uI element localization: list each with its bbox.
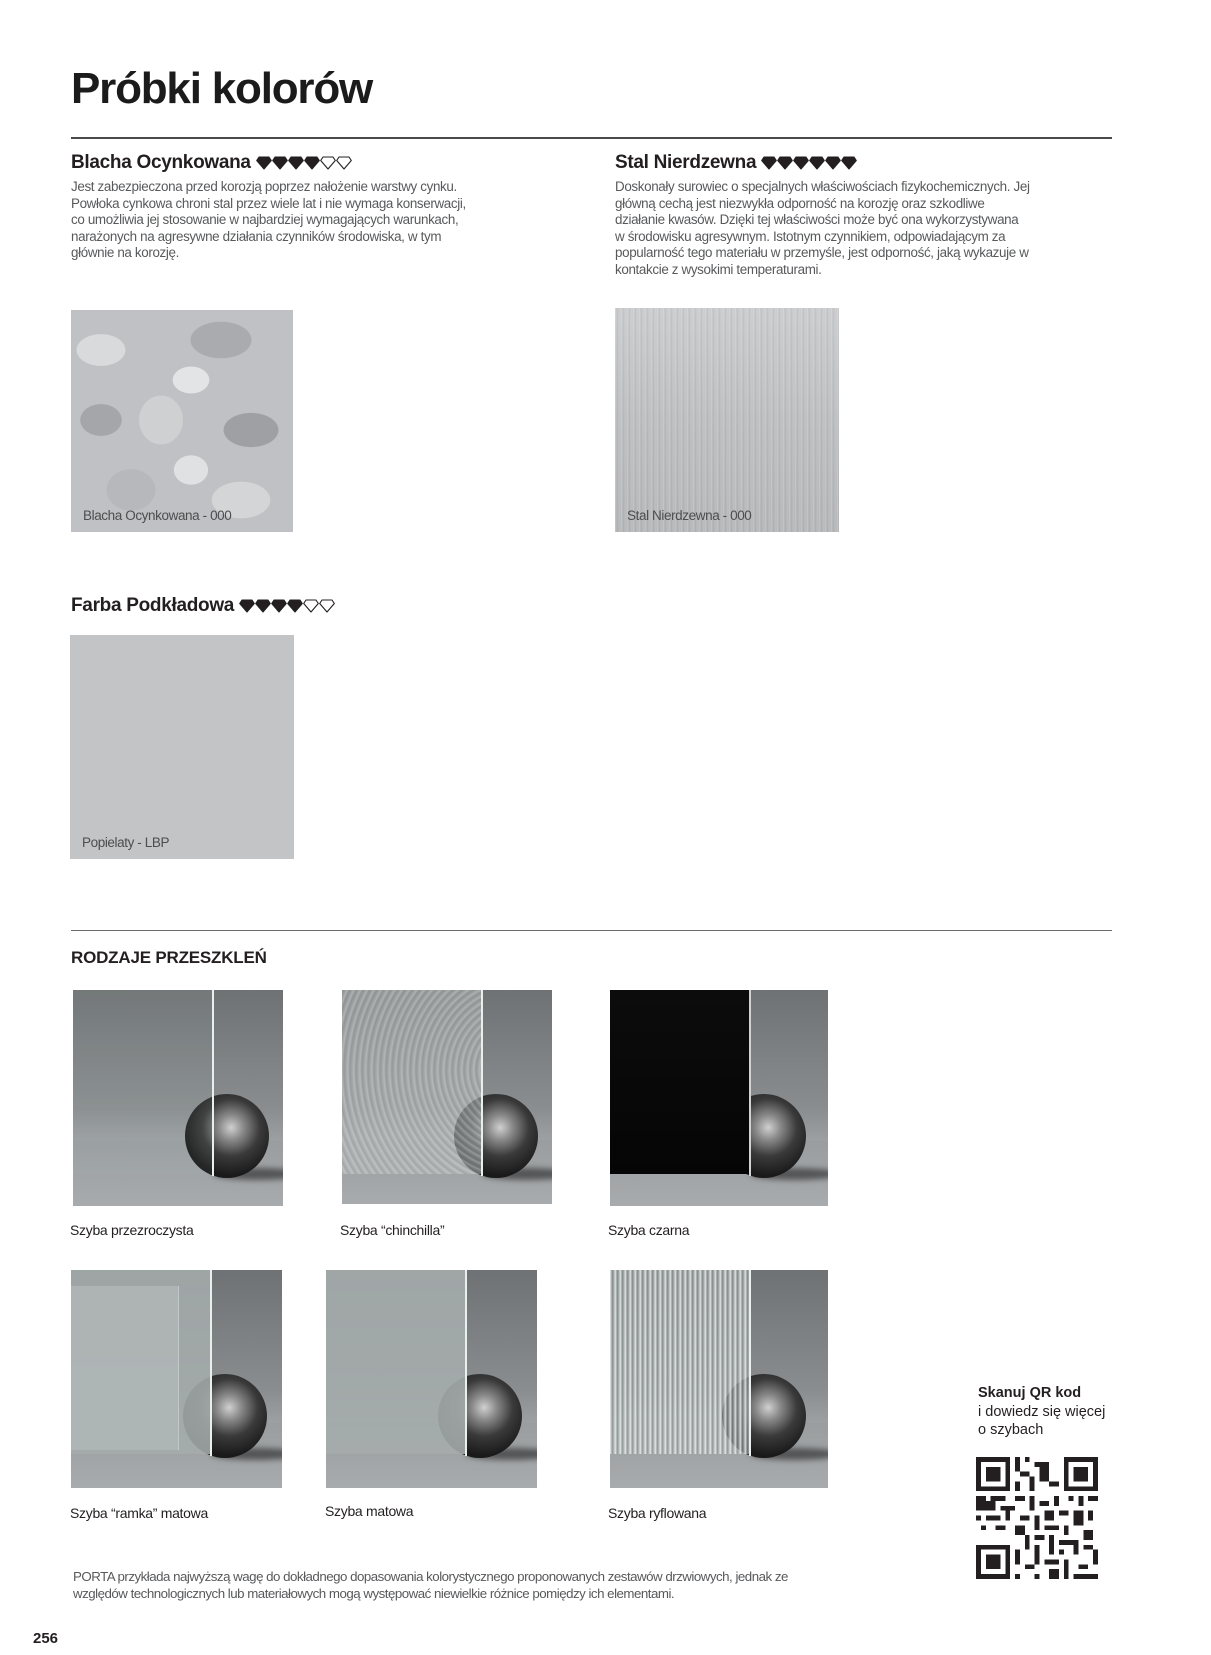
swatch-label: Blacha Ocynkowana - 000 [83, 508, 232, 523]
qr-heading: Skanuj QR kod [978, 1385, 1082, 1401]
glass-caption: Szyba matowa [325, 1503, 414, 1519]
material-description: Doskonały surowiec o specjalnych właściwościach fizykochemicznych. Jej główną cechą jest niezwykła odporność na korozję oraz szkodliwe działanie kwasów. Dzięki tej właściwości może być ona wykorzystywana w środowisku agresywnym. Istotnym czynnikiem, odpowiadającym za popularność tego materiału w przemyśle, jest odporność, jaką wykazuje w kontakcie z wysokimi temperaturami. [615, 179, 1030, 277]
color-disclaimer: PORTA przykłada najwyższą wagę do dokładnego dopasowania kolorystycznego proponowanych zestawów drzwiowych, jednak ze względów technologicznych lub materiałowych mogą występować niewielkie różnice pomiędzy ich elementami. [73, 1569, 788, 1601]
durability-rating [256, 156, 352, 170]
glass-caption: Szyba ryflowana [608, 1505, 707, 1521]
swatch-galvanized [71, 310, 293, 532]
material-stainless-steel [615, 152, 1030, 279]
diamond-filled-icon [761, 156, 777, 170]
diamond-filled-icon [239, 599, 255, 613]
diamond-filled-icon [287, 599, 303, 613]
qr-text [978, 1403, 1105, 1439]
swatch-label: Popielaty - LBP [82, 835, 170, 850]
glass-caption: Szyba “chinchilla” [340, 1222, 445, 1238]
swatch-label: Stal Nierdzewna - 000 [627, 508, 752, 523]
diamond-filled-icon [288, 156, 304, 170]
diamond-filled-icon [809, 156, 825, 170]
glass-image-fluted [610, 1270, 828, 1488]
swatch-stainless-steel [615, 308, 839, 532]
page-title: Próbki kolorów [71, 64, 373, 113]
glass-image-frame-matte [71, 1270, 282, 1488]
page-number: 256 [33, 1630, 59, 1647]
qr-text-line: i dowiedz się więcej [978, 1404, 1106, 1420]
diamond-filled-icon [793, 156, 809, 170]
section-divider [71, 930, 1112, 931]
diamond-outline-icon [319, 599, 335, 613]
material-heading [615, 152, 1030, 174]
diamond-outline-icon [320, 156, 336, 170]
durability-rating [761, 156, 857, 170]
qr-code-icon[interactable] [976, 1457, 1098, 1579]
diamond-outline-icon [303, 599, 319, 613]
material-heading [71, 152, 481, 174]
glass-image-matte [326, 1270, 537, 1488]
material-description: Jest zabezpieczona przed korozją poprzez nałożenie warstwy cynku. Powłoka cynkowa chroni stal przez wiele lat i nie wymaga konserwacji, co umożliwia jej stosowanie w najbardziej wymagających warunkach, narażonych na agresywne działania czynników środowiska, w tym głównie na korozję. [71, 179, 466, 261]
material-heading [71, 595, 335, 617]
glass-caption: Szyba czarna [608, 1222, 690, 1238]
durability-rating [239, 599, 335, 613]
swatch-primer [70, 635, 294, 859]
diamond-filled-icon [271, 599, 287, 613]
qr-text-line: o szybach [978, 1422, 1044, 1438]
glass-caption: Szyba przezroczysta [70, 1222, 194, 1238]
material-name: Stal Nierdzewna [615, 152, 757, 173]
diamond-outline-icon [336, 156, 352, 170]
diamond-filled-icon [272, 156, 288, 170]
diamond-filled-icon [255, 599, 271, 613]
top-divider [71, 137, 1112, 139]
diamond-filled-icon [841, 156, 857, 170]
diamond-filled-icon [304, 156, 320, 170]
glass-image-chinchilla [342, 990, 552, 1204]
material-primer [71, 595, 335, 617]
glass-image-black [610, 990, 828, 1206]
material-galvanized [71, 152, 481, 262]
glass-image-clear [73, 990, 283, 1206]
diamond-filled-icon [825, 156, 841, 170]
glass-caption: Szyba “ramka” matowa [70, 1505, 208, 1521]
diamond-filled-icon [777, 156, 793, 170]
glazing-heading: RODZAJE PRZESZKLEŃ [71, 948, 267, 967]
material-name: Farba Podkładowa [71, 595, 235, 616]
diamond-filled-icon [256, 156, 272, 170]
material-name: Blacha Ocynkowana [71, 152, 251, 173]
